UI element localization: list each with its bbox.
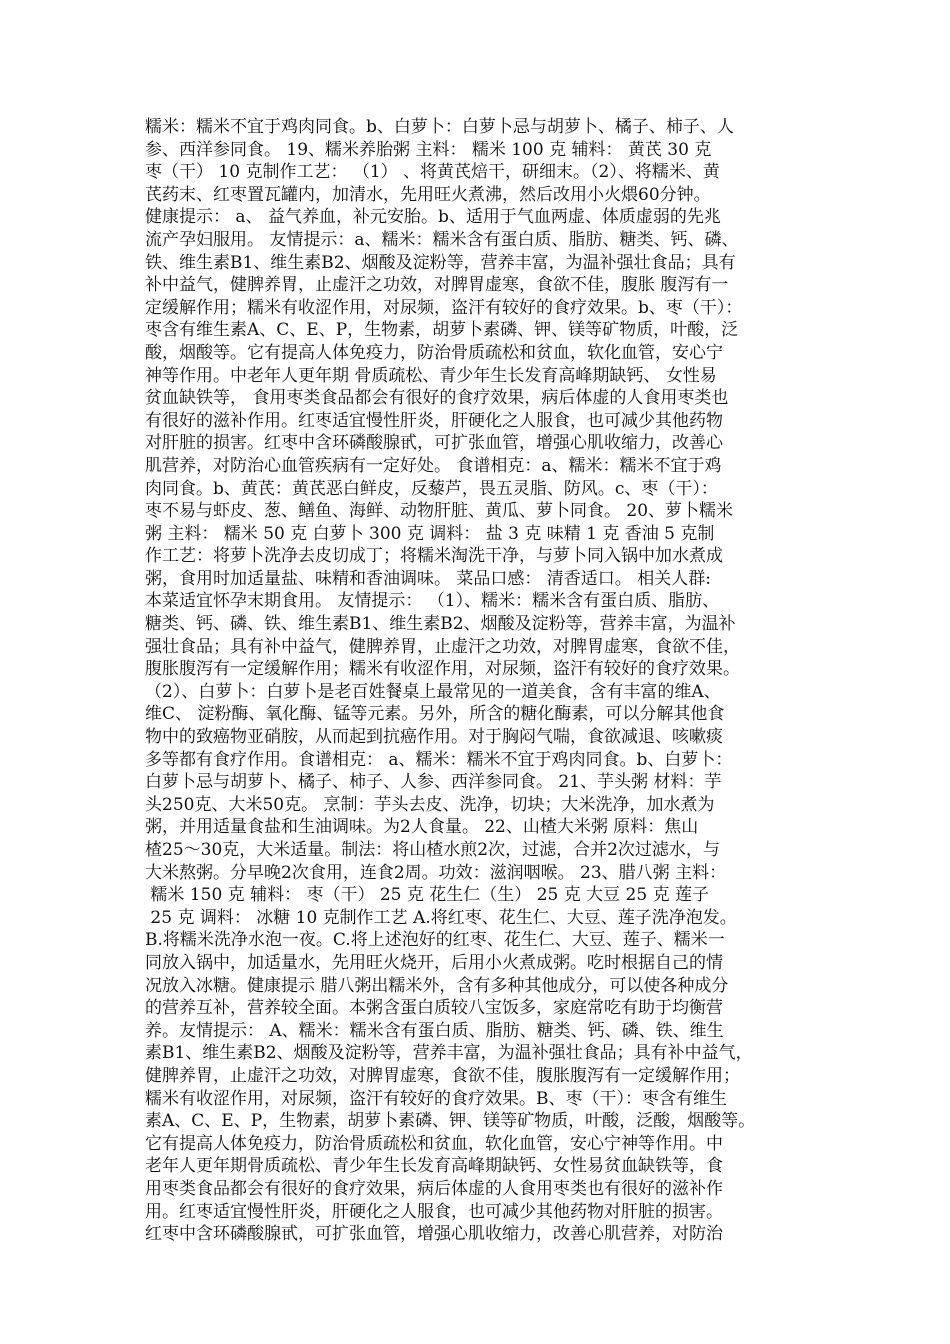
text-line: （2）、白萝卜：白萝卜是老百姓餐桌上最常见的一道美食，含有丰富的维A、: [145, 681, 721, 702]
text-line: 神等作用。中老年人更年期 骨质疏松、青少年生长发育高峰期缺钙、 女性易: [145, 365, 717, 386]
text-line: 大米熬粥。分早晚2次食用，连食2周。功效：滋润咽喉。 23、腊八粥 主料：: [145, 862, 727, 883]
text-line: 粥 主料： 糯米 50 克 白萝卜 300 克 调料： 盐 3 克 味精 1 克 香油 5 克制: [145, 523, 715, 544]
text-line: 粥，食用时加适量盐、味精和香油调味。 菜品口感： 清香适口。 相关人群:: [145, 568, 711, 589]
text-line: 况放入冰糖。健康提示 腊八粥出糯米外，含有多种其他成分，可以使各种成分: [145, 975, 729, 996]
text-line: 楂25～30克，大米适量。制法：将山楂水煎2次，过滤，合并2次过滤水，与: [145, 840, 720, 860]
text-line: 肉同食。b、黄芪：黄芪恶白鲜皮，反藜芦，畏五灵脂、防风。c、枣（干）：: [145, 478, 718, 499]
text-line: 红枣中含环磷酸腺甙，可扩张血管，增强心肌收缩力，改善心肌营养，对防治: [145, 1224, 723, 1245]
text-line: 的营养互补，营养较全面。本粥含蛋白质较八宝饭多，家庭常吃有助于均衡营: [145, 998, 723, 1019]
text-line: 维C、 淀粉酶、氧化酶、锰等元素。另外，所含的糖化酶素，可以分解其他食: [145, 704, 725, 725]
text-line: 老年人更年期骨质疏松、青少年生长发育高峰期缺钙、女性易贫血缺铁等，食: [145, 1156, 723, 1177]
text-line: 25 克 调料： 冰糖 10 克制作工艺 A.将红枣、花生仁、大豆、莲子洗净泡发。: [145, 907, 737, 928]
text-line: 健脾养胃，止虚汗之功效，对脾胃虚寒，食欲不佳，腹胀腹泻有一定缓解作用；: [145, 1065, 740, 1086]
text-line: 参、西洋参同食。 19、糯米养胎粥 主料： 糯米 100 克 辅料： 黄芪 30 克: [145, 139, 712, 160]
text-line: 作工艺：将萝卜洗净去皮切成丁；将糯米淘洗干净，与萝卜同入锅中加水煮成: [145, 546, 723, 567]
text-line: 素A、C、E、P，生物素，胡萝卜素磷、钾、镁等矿物质，叶酸，泛酸，烟酸等。: [145, 1111, 756, 1132]
text-line: 糖类、钙、磷、铁、维生素B1、维生素B2、烟酸及淀粉等，营养丰富，为温补: [145, 614, 736, 635]
text-line: 它有提高人体免疫力，防治骨质疏松和贫血，软化血管，安心宁神等作用。中: [145, 1133, 723, 1154]
text-line: 铁、维生素B1、维生素B2、烟酸及淀粉等，营养丰富，为温补强壮食品；具有: [145, 252, 736, 273]
text-line: 枣含有维生素A、C、E、P，生物素，胡萝卜素磷、钾、镁等矿物质，叶酸，泛: [145, 320, 739, 341]
text-line: 本菜适宜怀孕末期食用。 友情提示： （1）、糯米：糯米含有蛋白质、脂肪、: [145, 591, 720, 612]
text-line: 对肝脏的损害。红枣中含环磷酸腺甙，可扩张血管，增强心肌收缩力，改善心: [145, 433, 723, 454]
text-line: 白萝卜忌与胡萝卜、橘子、柿子、人参、西洋参同食。 21、芋头粥 材料：芋: [145, 772, 722, 793]
text-line: 补中益气，健脾养胃，止虚汗之功效，对脾胃虚寒，食欲不佳，腹胀 腹泻有一: [145, 275, 729, 296]
text-line: B.将糯米洗净水泡一夜。C.将上述泡好的红枣、花生仁、大豆、莲子、糯米一: [145, 930, 725, 951]
text-line: 有很好的滋补作用。红枣适宜慢性肝炎，肝硬化之人服食，也可减少其他药物: [145, 410, 723, 431]
text-line: 健康提示： a、 益气养血，补元安胎。b、适用于气血两虚、体质虚弱的先兆: [145, 207, 721, 228]
text-line: 同放入锅中，加适量水，先用旺火烧开，后用小火煮成粥。吃时根据自己的情: [145, 952, 723, 973]
text-line: 糯米 150 克 辅料： 枣（干） 25 克 花生仁（生） 25 克 大豆 25 克 莲子: [145, 885, 709, 906]
text-line: 枣不易与虾皮、葱、鳝鱼、海鲜、动物肝脏、黄瓜、萝卜同食。 20、萝卜糯米: [145, 501, 734, 522]
body-text: [145, 116, 813, 1246]
text-line: 强壮食品；具有补中益气，健脾养胃，止虚汗之功效，对脾胃虚寒，食欲不佳，: [145, 636, 740, 657]
text-line: 肌营养，对防治心血管疾病有一定好处。 食谱相克：a、糯米：糯米不宜于鸡: [145, 455, 722, 476]
text-line: 粥，并用适量食盐和生油调味。为2人食量。 22、山楂大米粥 原料：焦山: [145, 817, 699, 838]
text-line: 腹胀腹泻有一定缓解作用；糯米有收涩作用，对尿频，盗汗有较好的食疗效果。: [145, 659, 740, 680]
text-line: 头250克、大米50克。 烹制：芋头去皮、洗净，切块；大米洗净，加水煮为: [145, 794, 715, 815]
text-line: 芪药末、红枣置瓦罐内，加清水，先用旺火煮沸，然后改用小火煨60分钟。: [145, 184, 711, 205]
text-line: 多等都有食疗作用。食谱相克： a、糯米：糯米不宜于鸡肉同食。b、白萝卜：: [145, 749, 733, 770]
text-line: 养。友情提示： A、糯米：糯米含有蛋白质、脂肪、糖类、钙、磷、铁、维生: [145, 1020, 724, 1041]
text-line: 素B1、维生素B2、烟酸及淀粉等，营养丰富，为温补强壮食品；具有补中益气，: [145, 1043, 753, 1064]
text-line: 枣（干） 10 克制作工艺： （1） 、将黄芪焙干，研细末。（2）、将糯米、黄: [145, 162, 720, 183]
text-line: 贫血缺铁等， 食用枣类食品都会有很好的食疗效果，病后体虚的人食用枣类也: [145, 388, 729, 409]
text-line: 糯米有收涩作用，对尿频，盗汗有较好的食疗效果。B、枣（干）：枣含有维生: [145, 1088, 727, 1109]
text-line: 用。红枣适宜慢性肝炎，肝硬化之人服食，也可减少其他药物对肝脏的损害。: [145, 1201, 723, 1222]
text-line: 酸，烟酸等。它有提高人体免疫力，防治骨质疏松和贫血，软化血管，安心宁: [145, 342, 723, 363]
text-line: 用枣类食品都会有很好的食疗效果，病后体虚的人食用枣类也有很好的滋补作: [145, 1178, 723, 1199]
text-line: 流产孕妇服用。 友情提示：a、糯米：糯米含有蛋白质、脂肪、糖类、钙、磷、: [145, 229, 739, 250]
text-line: 物中的致癌物亚硝胺，从而起到抗癌作用。对于胸闷气喘，食欲减退、咳嗽痰: [145, 727, 723, 748]
text-line: 糯米：糯米不宜于鸡肉同食。b、白萝卜：白萝卜忌与胡萝卜、橘子、柿子、人: [145, 117, 734, 137]
text-line: 定缓解作用；糯米有收涩作用，对尿频，盗汗有较好的食疗效果。b、枣（干）：: [145, 297, 743, 318]
